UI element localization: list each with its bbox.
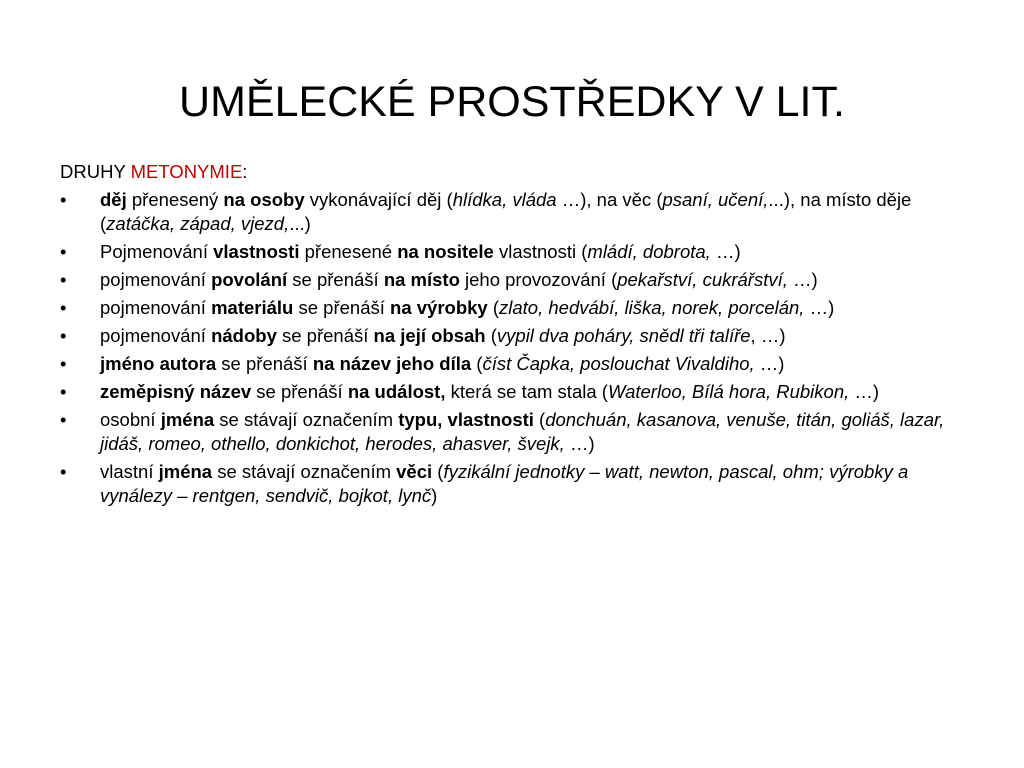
italic-example-text: pekařství, cukrářství, [617,269,788,290]
text-run: …) [564,433,595,454]
bullet-marker: • [60,409,67,430]
bullet-item [60,296,970,320]
bold-text: vlastnosti [213,241,300,262]
text-run: se přenáší [216,353,313,374]
bullet-item [60,188,970,236]
bullet-list [60,188,970,508]
text-run: se stávají označením [212,461,397,482]
bold-text: na nositele [397,241,494,262]
bullet-item [60,352,970,376]
text-run: pojmenování [100,269,212,290]
bullet-item [60,268,970,292]
bold-text: věci [396,461,433,482]
bullet-marker: • [60,353,67,374]
bold-text: jméno autora [100,353,217,374]
bullet-item [60,408,970,456]
bullet-item [60,380,970,404]
text-run: ...) [289,213,311,234]
text-run: se přenáší [287,269,384,290]
bold-text: na osoby [223,189,305,210]
bold-text: na výrobky [390,297,488,318]
italic-example-text: fyzikální jednotky – watt, newton, pascal, ohm; výrobky a vynálezy – rentgen, sendvič, bojkot, lynč [100,461,909,506]
bold-text: nádoby [211,325,277,346]
text-run: …) [804,297,835,318]
text-run: ) [431,485,438,506]
text-run: ( [485,325,497,346]
bold-text: na místo [383,269,460,290]
bullet-marker: • [60,189,67,210]
text-run: se přenáší [276,325,374,346]
text-run: pojmenování [100,325,212,346]
text-run: přenesené [299,241,398,262]
italic-example-text: psaní, učení, [662,189,769,210]
italic-example-text: vypil dva poháry, snědl tři talíře [496,325,751,346]
text-run: …) [754,353,785,374]
text-run: …), na věc ( [556,189,663,210]
bullet-marker: • [60,269,67,290]
text-run: se stávají označením [214,409,399,430]
bold-text: povolání [211,269,288,290]
bullet-item [60,240,970,264]
bullet-item [60,460,970,508]
text-run: ...), na místo děje ( [100,189,912,234]
italic-example-text: zatáčka, západ, vjezd, [106,213,290,234]
subheading-accent: METONYMIE [130,161,243,182]
text-run: , …) [750,325,786,346]
bold-text: materiálu [211,297,294,318]
subheading-prefix: DRUHY [60,161,131,182]
text-run: …) [710,241,741,262]
bullet-marker: • [60,325,67,346]
bullet-marker: • [60,241,67,262]
text-run: osobní [100,409,161,430]
text-run: Pojmenování [100,241,214,262]
bullet-item [60,324,970,348]
text-run: vlastní [100,461,159,482]
italic-example-text: mládí, dobrota, [587,241,711,262]
italic-example-text: hlídka, vláda [452,189,557,210]
bold-text: na její obsah [373,325,486,346]
bold-text: jména [160,409,215,430]
text-run: pojmenování [100,297,212,318]
bold-text: na název jeho díla [312,353,472,374]
text-run: vykonávající děj ( [304,189,453,210]
subheading [60,160,970,184]
bold-text: typu, vlastnosti [398,409,534,430]
text-run: přenesený [126,189,224,210]
italic-example-text: číst Čapka, poslouchat Vivaldiho, [482,353,755,374]
slide-title: UMĚLECKÉ PROSTŘEDKY V LIT. [179,78,845,126]
italic-example-text: donchuán, kasanova, venuše, titán, goliáš, lazar, jidáš, romeo, othello, donkichot, herodes, ahasver, švejk, [100,409,945,454]
bullet-marker: • [60,297,67,318]
text-run: se přenáší [251,381,348,402]
slide-body [60,160,970,512]
text-run: …) [849,381,880,402]
subheading-suffix: : [242,161,248,182]
bold-text: na událost, [347,381,446,402]
italic-example-text: zlato, hedvábí, liška, norek, porcelán, [499,297,805,318]
bullet-marker: • [60,461,67,482]
italic-example-text: Waterloo, Bílá hora, Rubikon, [607,381,850,402]
bold-text: děj [100,189,127,210]
text-run: ( [432,461,444,482]
text-run: …) [787,269,818,290]
bold-text: jména [158,461,213,482]
text-run: ( [471,353,483,374]
text-run: která se tam stala ( [445,381,608,402]
text-run: vlastnosti ( [493,241,588,262]
text-run: se přenáší [293,297,391,318]
bold-text: zeměpisný název [100,381,252,402]
text-run: ( [487,297,500,318]
text-run: ( [533,409,546,430]
bullet-marker: • [60,381,67,402]
text-run: jeho provozování ( [459,269,618,290]
